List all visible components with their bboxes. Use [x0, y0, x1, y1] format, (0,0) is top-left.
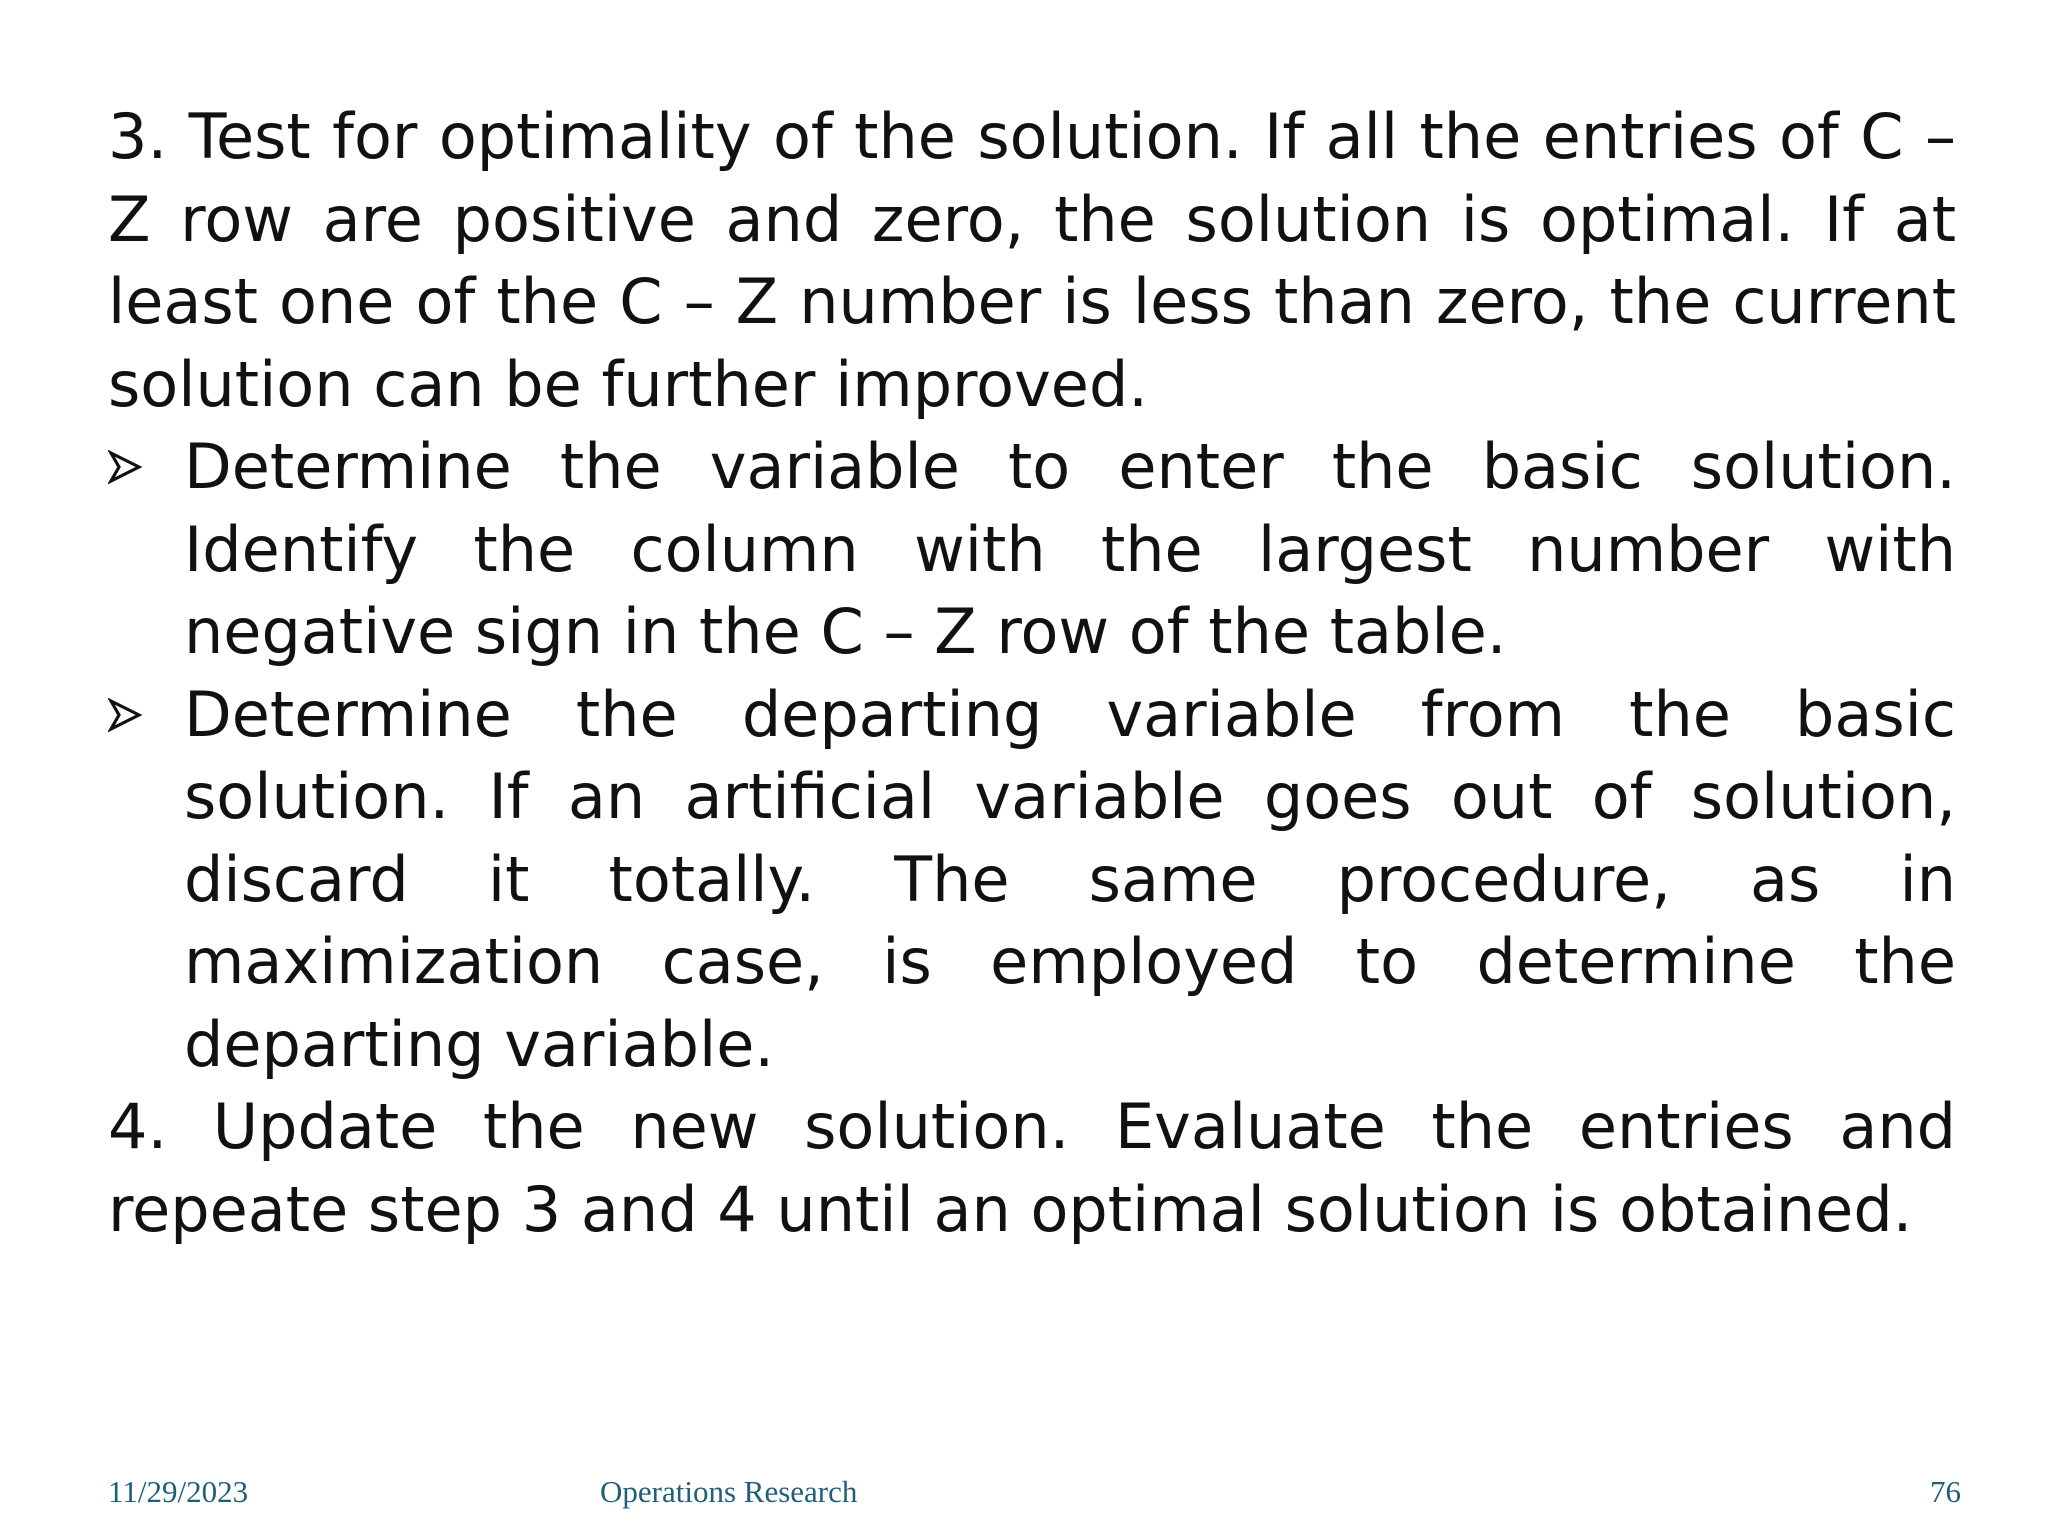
step-4-paragraph: 4. Update the new solution. Evaluate the entries and repeate step 3 and 4 until an optimal solution is obtained.: [108, 1090, 1956, 1246]
bullet-entering-variable: [108, 426, 1956, 674]
arrow-bullet-icon: [108, 674, 168, 757]
bullet-text: Determine the variable to enter the basic solution. Identify the column with the largest number with negative sign in the C – Z row of the table.: [184, 430, 1956, 668]
footer-date: 11/29/2023: [108, 1474, 249, 1509]
slide-body: [108, 96, 1956, 1251]
page-number: 76: [1930, 1474, 1961, 1509]
arrow-bullet-icon: [108, 426, 168, 509]
step-3-paragraph: 3. Test for optimality of the solution. If all the entries of C – Z row are positive and zero, the solution is optimal. If at least one of the C – Z number is less than zero, the current solution can be further improved.: [108, 100, 1956, 421]
footer-title: Operations Research: [600, 1474, 858, 1509]
bullet-text: Determine the departing variable from the basic solution. If an artificial variable goes out of solution, discard it totally. The same procedure, as in maximization case, is employed to determine the departing variable.: [184, 677, 1956, 1081]
bullet-departing-variable: [108, 674, 1956, 1087]
